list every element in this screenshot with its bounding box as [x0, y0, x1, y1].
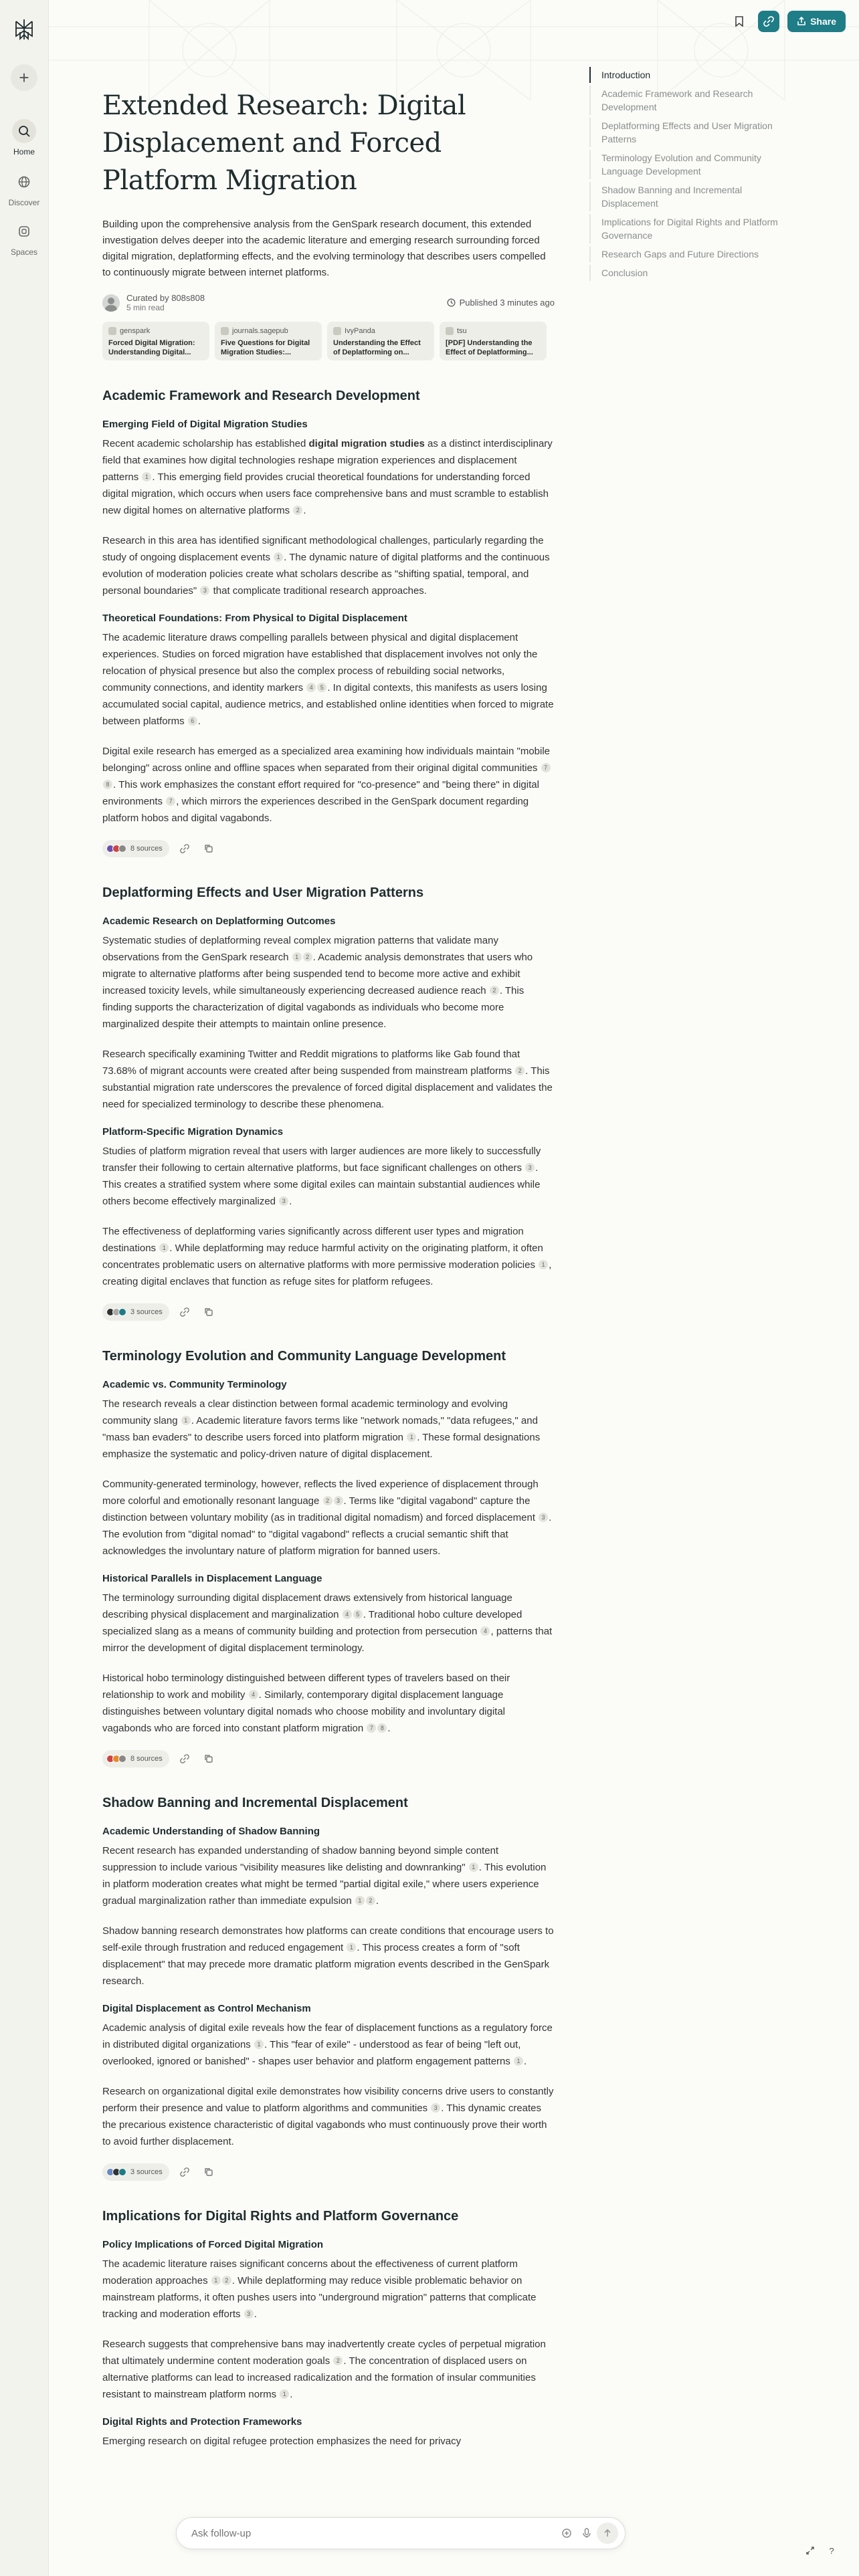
source-favicon-icon: [118, 1308, 126, 1316]
paragraph: [102, 1670, 555, 1737]
link-icon: [180, 1307, 189, 1317]
source-favicons: [106, 2168, 126, 2176]
paragraph-text: Research suggests that comprehensive bans may inadvertently create cycles of perpetual migration that ultimately undermine content moderation goals: [102, 2339, 546, 2367]
paragraph-text: . The evolution from "digital nomad" to "digital vagabond" reflects a crucial semantic shift that acknowledges the involuntary nature of platform migration for banned users.: [102, 1512, 552, 1557]
citation-badge[interactable]: 2: [366, 1896, 375, 1905]
source-domain: [446, 326, 541, 336]
bookmark-button[interactable]: [729, 11, 750, 32]
follow-up-bar: [176, 2517, 626, 2549]
paragraph-text: . This creates a stratified system where some digital exiles can maintain substantial audiences while others become effectively marginalized: [102, 1162, 541, 1207]
section-sources-bar: [102, 2163, 555, 2181]
subsection-heading: Academic Research on Deplatforming Outcomes: [102, 916, 336, 927]
link-icon: [180, 2167, 189, 2177]
citation-badge[interactable]: 3: [200, 586, 209, 595]
subsection-heading: Digital Rights and Protection Frameworks: [102, 2416, 302, 2428]
microphone-icon: [582, 2528, 591, 2539]
citation-badge[interactable]: 2: [323, 1496, 332, 1505]
paragraph-text: The academic literature draws compelling parallels between physical and digital displacement experiences. Studies on forced migration have established that displacement involves not only the relocation of physical presence but also the complex process of rebuilding social networks, community connections, and identity markers: [102, 632, 538, 693]
arrow-up-icon: [603, 2529, 612, 2538]
paragraph-text: The academic literature raises significant concerns about the effectiveness of current platform moderation approaches: [102, 2258, 518, 2286]
paragraph-text: Digital exile research has emerged as a specialized area examining how individuals maintain "mobile belonging" across online and offline spaces when separated from their original digital communities: [102, 746, 551, 774]
paragraph-text: . This dynamic creates the precarious existence characteristic of digital vagabonds who must continuously prove their worth to avoid further displacement.: [102, 2103, 547, 2147]
attach-button[interactable]: [557, 2523, 577, 2543]
paragraph-text: .: [254, 2309, 257, 2320]
header-actions: [729, 11, 846, 32]
paragraph-text: The research reveals a clear distinction between formal academic terminology and evolving community slang: [102, 1398, 508, 1426]
citation-badge[interactable]: 1: [142, 472, 151, 481]
paragraph-text: . While deplatforming may reduce visible problematic behavior on mainstream platforms, it often pushes users into "underground migration" patterns that complicate tracking and moderation efforts: [102, 2275, 537, 2320]
share-label: Share: [810, 16, 836, 27]
toc-item[interactable]: Deplatforming Effects and User Migration Patterns: [589, 118, 790, 147]
copy-icon: [204, 2167, 213, 2177]
nav-spaces-label: Spaces: [10, 247, 38, 257]
paragraph-text: , patterns that mirror the development of digital displacement terminology.: [102, 1626, 553, 1654]
link-icon: [180, 1754, 189, 1763]
link-icon: [763, 16, 774, 27]
paragraph-text: . In digital contexts, this manifests as users losing accumulated social capital, audience metrics, and established online identities when forced to migrate between platforms: [102, 682, 554, 727]
paragraph-text: .: [289, 1196, 292, 1207]
search-icon: [12, 119, 36, 143]
page-title: Extended Research: Digital Displacement and Forced Platform Migration: [102, 90, 466, 196]
left-rail: [0, 0, 48, 2576]
source-card[interactable]: [102, 322, 209, 360]
source-title: Understanding the Effect of Deplatforming on...: [333, 339, 421, 356]
citation-badge[interactable]: 7: [166, 796, 175, 806]
subsection-heading: Historical Parallels in Displacement Language: [102, 1573, 322, 1584]
paragraph-text: Emerging research on digital refugee protection emphasizes the need for privacy: [102, 2436, 462, 2447]
citation-badge[interactable]: 4: [343, 1610, 352, 1619]
paragraph-text: . This "fear of exile" - understood as fear of being "left out, overlooked, ignored or banished" - shapes user behavior and platform engagement patterns: [102, 2039, 521, 2067]
source-favicon-icon: [118, 2168, 126, 2176]
attach-icon: [561, 2528, 572, 2539]
help-button[interactable]: [825, 2544, 838, 2557]
paragraph: [102, 2433, 555, 2450]
source-cards: [102, 322, 555, 360]
source-title: Five Questions for Digital Migration Studies:...: [221, 339, 310, 356]
subsection-heading: Digital Displacement as Control Mechanism: [102, 2003, 311, 2014]
paragraph-text: Research in this area has identified significant methodological challenges, particularly regarding the study of ongoing displacement events: [102, 535, 544, 563]
citation-badge[interactable]: 1: [211, 2276, 221, 2285]
published-time: Published 3 minutes ago: [459, 298, 555, 308]
paragraph-text: . Academic analysis demonstrates that users who migrate to alternative platforms after being suspended tend to become more active and exhibit increased toxicity levels, while simultaneously experiencing decreased audience reach: [102, 952, 533, 996]
favicon-icon: [333, 327, 341, 335]
citation-badge[interactable]: 1: [280, 2389, 289, 2399]
citation-badge[interactable]: 5: [353, 1610, 363, 1619]
source-domain: [221, 326, 316, 336]
source-card[interactable]: [440, 322, 547, 360]
citation-badge[interactable]: 8: [103, 780, 112, 789]
subsection-heading: Emerging Field of Digital Migration Studies: [102, 419, 308, 430]
citation-badge[interactable]: 1: [514, 2056, 523, 2066]
citation-badge[interactable]: 3: [431, 2103, 440, 2113]
citation-badge[interactable]: 4: [306, 683, 316, 692]
citation-badge[interactable]: 2: [303, 952, 312, 962]
paragraph-text: Systematic studies of deplatforming reveal complex migration patterns that validate many observations from the GenSpark research: [102, 935, 498, 963]
paragraph-text: . This process creates a form of "soft displacement" that may precede more dramatic platform migration events described in the GenSpark research.: [102, 1942, 550, 1987]
published-info: [447, 298, 555, 308]
subsection-heading: Academic vs. Community Terminology: [102, 1379, 287, 1390]
favicon-icon: [446, 327, 454, 335]
paragraph: [102, 932, 555, 1033]
toc-item[interactable]: Conclusion: [589, 265, 790, 281]
paragraph: [102, 1396, 555, 1463]
section-sources-bar: [102, 840, 555, 857]
paragraph-text: as a distinct interdisciplinary field that examines how digital technologies reshape migration experiences and displacement patterns: [102, 438, 553, 483]
paragraph-text: that complicate traditional research approaches.: [210, 585, 427, 597]
favicon-icon: [221, 327, 229, 335]
copy-link-button[interactable]: [758, 11, 779, 32]
paragraph-text: . This substantial migration rate underscores the prevalence of forced digital displacement and validates the need for specialized terminology to describe these phenomena.: [102, 1065, 553, 1110]
source-domain-label: genspark: [120, 327, 151, 335]
section-heading: Implications for Digital Rights and Platform Governance: [102, 2209, 459, 2224]
globe-icon: [12, 170, 36, 194]
source-card[interactable]: [215, 322, 322, 360]
source-favicons: [106, 845, 126, 853]
paragraph: [102, 743, 555, 827]
source-domain: [333, 326, 428, 336]
citation-badge[interactable]: 6: [188, 716, 197, 726]
citation-badge[interactable]: 1: [347, 1943, 356, 1952]
paragraph: [102, 2083, 555, 2150]
paragraph-text: Community-generated terminology, however, reflects the lived experience of displacement through more colorful and emotionally resonant language: [102, 1479, 539, 1507]
plus-icon: +: [19, 67, 29, 88]
perplexity-logo-icon[interactable]: [12, 17, 36, 41]
sources-button[interactable]: [102, 1303, 169, 1321]
citation-badge[interactable]: 8: [377, 1723, 387, 1733]
paragraph-text: .: [290, 2389, 293, 2400]
source-favicons: [106, 1755, 126, 1763]
copy-button[interactable]: [200, 1303, 217, 1321]
paragraph-text: . These formal designations emphasize the systematic and policy-driven nature of digital displacement.: [102, 1432, 541, 1460]
link-icon: [180, 844, 189, 853]
copy-button[interactable]: [200, 1750, 217, 1767]
toc-item[interactable]: Terminology Evolution and Community Language Development: [589, 150, 790, 179]
sources-count: 3 sources: [130, 2168, 163, 2176]
paragraph-text: Recent academic scholarship has established: [102, 438, 309, 449]
nav-discover[interactable]: [0, 170, 48, 207]
paragraph-text: . Traditional hobo culture developed specialized slang as a means of community building and protection from persecution: [102, 1609, 522, 1637]
voice-button[interactable]: [577, 2523, 597, 2543]
paragraph: [102, 1476, 555, 1560]
paragraph-text: The effectiveness of deplatforming varies significantly across different user types and migration destinations: [102, 1226, 524, 1254]
source-title: Forced Digital Migration: Understanding Digital...: [108, 339, 195, 356]
paragraph-text: . This finding supports the characterization of digital vagabonds as individuals who become more marginalized despite their attempts to maintain online presence.: [102, 985, 524, 1030]
paragraph-text: . Terms like "digital vagabond" capture the distinction between voluntary mobility (as in traditional digital nomadism) and forced displacement: [102, 1495, 539, 1523]
paragraph-text: .: [387, 1723, 391, 1734]
copy-icon: [204, 844, 213, 853]
paragraph-text: . Similarly, contemporary digital displacement language distinguishes between voluntary digital nomads who choose mobility and involuntary digital vagabonds who are forced into constant platform migration: [102, 1689, 506, 1734]
toc-item[interactable]: Implications for Digital Rights and Platform Governance: [589, 214, 790, 243]
copy-button[interactable]: [200, 840, 217, 857]
follow-up-input[interactable]: [191, 2528, 557, 2539]
copy-link-button[interactable]: [176, 1750, 193, 1767]
citation-badge[interactable]: 4: [249, 1690, 258, 1699]
share-icon: [797, 17, 806, 26]
paragraph-text: Research on organizational digital exile demonstrates how visibility concerns drive users to constantly perform their presence and value to platform algorithms and communities: [102, 2086, 554, 2114]
sources-button[interactable]: [102, 840, 169, 857]
citation-badge[interactable]: 3: [244, 2309, 254, 2319]
section-heading: Shadow Banning and Incremental Displacement: [102, 1796, 408, 1810]
paragraph-text: . While deplatforming may reduce harmful activity on the originating platform, it often concentrates problematic users on alternative platforms with more permissive moderation policies: [102, 1243, 543, 1271]
paragraph-text: The terminology surrounding digital displacement draws extensively from historical language describing physical displacement and marginalization: [102, 1592, 512, 1620]
read-time: 5 min read: [126, 303, 165, 312]
paragraph: [102, 435, 555, 519]
source-favicon-icon: [118, 845, 126, 853]
citation-badge[interactable]: 1: [274, 552, 283, 562]
citation-badge[interactable]: 1: [355, 1896, 365, 1905]
nav-discover-label: Discover: [8, 198, 40, 207]
citation-badge[interactable]: 3: [539, 1513, 548, 1522]
citation-badge[interactable]: 2: [333, 2356, 343, 2365]
sources-count: 3 sources: [130, 1308, 163, 1316]
paragraph: [102, 2336, 555, 2403]
nav-home-label: Home: [13, 147, 35, 156]
source-favicons: [106, 1308, 126, 1316]
curator[interactable]: [102, 293, 205, 312]
toc-item[interactable]: Research Gaps and Future Directions: [589, 246, 790, 262]
nav-spaces[interactable]: [0, 219, 48, 257]
favicon-icon: [108, 327, 116, 335]
copy-button[interactable]: [200, 2163, 217, 2181]
paragraph-text: . This work emphasizes the constant effort required for "co-presence" and "being there" in digital environments: [102, 779, 539, 807]
paragraph-text: Studies of platform migration reveal that users with larger audiences are more likely to successfully transfer their following to certain alternative platforms, but face significant challenges on others: [102, 1146, 541, 1174]
citation-badge[interactable]: 2: [222, 2276, 231, 2285]
copy-link-button[interactable]: [176, 2163, 193, 2181]
citation-badge[interactable]: 1: [539, 1260, 548, 1269]
toc-item[interactable]: Introduction: [589, 67, 790, 83]
section-sources-bar: [102, 1303, 555, 1321]
share-button[interactable]: [787, 11, 846, 32]
paragraph-text: Historical hobo terminology distinguished between different types of travelers based on their relationship to work and mobility: [102, 1673, 510, 1701]
paragraph: [102, 2256, 555, 2323]
citation-badge[interactable]: 7: [541, 763, 551, 772]
expand-icon: [805, 2546, 815, 2555]
source-domain-label: IvyPanda: [345, 327, 375, 335]
curated-by: Curated by 808s808: [126, 293, 205, 303]
citation-badge[interactable]: 2: [293, 506, 302, 515]
sources-button[interactable]: [102, 2163, 169, 2181]
source-favicon-icon: [118, 1755, 126, 1763]
nav-home[interactable]: [0, 119, 48, 156]
citation-badge[interactable]: 2: [515, 1066, 524, 1075]
citation-badge[interactable]: 1: [292, 952, 302, 962]
paragraph: [102, 1923, 555, 1990]
paragraph-text: . The concentration of displaced users on alternative platforms can lead to increased radicalization and the formation of insular communities resistant to mainstream platform norms: [102, 2355, 536, 2400]
citation-badge[interactable]: 2: [490, 986, 499, 995]
copy-link-button[interactable]: [176, 1303, 193, 1321]
citation-badge[interactable]: 1: [469, 1862, 478, 1872]
citation-badge[interactable]: 1: [407, 1432, 416, 1442]
bookmark-icon: [735, 16, 744, 27]
spaces-icon: [12, 219, 36, 243]
source-card[interactable]: [327, 322, 434, 360]
paragraph: [102, 1842, 555, 1909]
citation-badge[interactable]: 5: [317, 683, 326, 692]
subsection-heading: Theoretical Foundations: From Physical to Digital Displacement: [102, 613, 407, 624]
copy-icon: [204, 1754, 213, 1763]
paragraph: [102, 1046, 555, 1113]
source-title: [PDF] Understanding the Effect of Deplatforming...: [446, 339, 533, 356]
paragraph-text: .: [375, 1895, 379, 1907]
subsection-heading: Platform-Specific Migration Dynamics: [102, 1126, 284, 1138]
new-thread-button[interactable]: [11, 64, 37, 91]
paragraph-text: .: [524, 2056, 527, 2067]
clock-icon: [447, 298, 456, 307]
section-heading: Deplatforming Effects and User Migration Patterns: [102, 885, 424, 900]
toc-item[interactable]: Shadow Banning and Incremental Displacement: [589, 182, 790, 211]
source-domain-label: journals.sagepub: [232, 327, 288, 335]
citation-badge[interactable]: 1: [254, 2040, 264, 2049]
citation-badge[interactable]: 3: [525, 1163, 535, 1172]
paragraph-text: .: [197, 716, 201, 727]
main-panel: [48, 0, 859, 2576]
paragraph: [102, 2020, 555, 2070]
section-heading: Terminology Evolution and Community Language Development: [102, 1349, 506, 1364]
source-domain-label: tsu: [457, 327, 467, 335]
sources-count: 8 sources: [130, 1755, 163, 1763]
citation-badge[interactable]: 4: [480, 1626, 490, 1636]
article-lede: Building upon the comprehensive analysis from the GenSpark research document, this extended investigation delves deeper into the academic literature and emerging research surrounding forced digital migration, deplatforming effects, and the evolving terminology that describes users compelled to continuously migrate between internet platforms.: [102, 219, 546, 278]
submit-button[interactable]: [597, 2523, 618, 2544]
copy-link-button[interactable]: [176, 840, 193, 857]
subsection-heading: Policy Implications of Forced Digital Migration: [102, 2239, 324, 2250]
section-sources-bar: [102, 1750, 555, 1767]
paragraph-text: . This emerging field provides crucial theoretical foundations for understanding forced digital migration, which occurs when users face comprehensive bans and must scramble to establish new digital homes on alternative platforms: [102, 471, 549, 516]
paragraph-text: , which mirrors the experiences described in the GenSpark document regarding platform hobos and digital vagabonds.: [102, 796, 529, 824]
question-icon: ?: [829, 2545, 834, 2556]
paragraph-text: Academic analysis of digital exile reveals how the fear of displacement functions as a regulatory force in distributed digital organizations: [102, 2022, 553, 2050]
source-domain: [108, 326, 203, 336]
table-of-contents: [589, 67, 790, 284]
paragraph: [102, 629, 555, 730]
sources-count: 8 sources: [130, 845, 163, 853]
citation-badge[interactable]: 1: [159, 1243, 169, 1253]
expand-button[interactable]: [803, 2544, 817, 2557]
toc-item[interactable]: Academic Framework and Research Development: [589, 86, 790, 115]
copy-icon: [204, 1307, 213, 1317]
citation-badge[interactable]: 3: [334, 1496, 343, 1505]
citation-badge[interactable]: 3: [279, 1196, 288, 1206]
paragraph: [102, 1223, 555, 1290]
paragraph-text: . Academic literature favors terms like "network nomads," "data refugees," and "mass ban evaders" to describe users forced into platform migration: [102, 1415, 538, 1443]
byline: [102, 293, 555, 312]
citation-badge[interactable]: 1: [181, 1416, 191, 1425]
citation-badge[interactable]: 7: [367, 1723, 376, 1733]
paragraph: [102, 532, 555, 599]
avatar: [102, 294, 120, 312]
article: [102, 87, 555, 2463]
paragraph-text: Recent research has expanded understanding of shadow banning beyond simple content suppression to include various "visibility measures like delisting and downranking": [102, 1845, 499, 1873]
paragraph-text: .: [303, 505, 306, 516]
sources-button[interactable]: [102, 1750, 169, 1767]
paragraph-text: , creating digital enclaves that function as refuge sites for platform refugees.: [102, 1259, 552, 1287]
section-heading: Academic Framework and Research Development: [102, 389, 420, 403]
paragraph-text: . The dynamic nature of digital platforms and the continuous evolution of moderation policies create what scholars describe as "shifting spatial, temporal, and personal boundaries": [102, 552, 550, 597]
paragraph-text: Research specifically examining Twitter and Reddit migrations to platforms like Gab found that 73.68% of migrant accounts were created after being suspended from mainstream platforms: [102, 1049, 520, 1077]
paragraph-text: Shadow banning research demonstrates how platforms can create conditions that encourage users to self-exile through frustration and reduced engagement: [102, 1925, 554, 1953]
paragraph-text: . This evolution in platform moderation creates what might be termed "partial digital exile," where users experience gradual marginalization rather than immediate expulsion: [102, 1862, 547, 1907]
paragraph: [102, 1143, 555, 1210]
emphasis-text: digital migration studies: [308, 438, 425, 449]
article-sections: [102, 389, 555, 2450]
paragraph: [102, 1590, 555, 1656]
subsection-heading: Academic Understanding of Shadow Banning: [102, 1826, 320, 1837]
